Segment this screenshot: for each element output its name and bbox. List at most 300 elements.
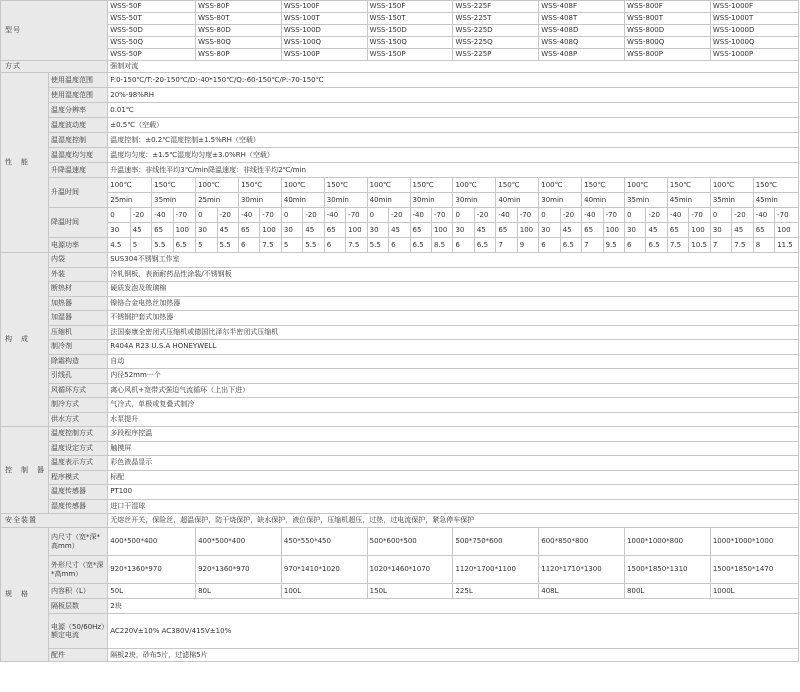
model-name: WSS-150F <box>367 1 453 13</box>
controller-value: 标配 <box>108 470 799 485</box>
heat-time: 35min <box>152 193 196 208</box>
heat-temp: 100℃ <box>367 178 410 193</box>
spec-power-value: AC220V±10% AC380V/415V±10% <box>108 614 799 649</box>
table-row <box>1 178 799 193</box>
heat-time: 40min <box>281 193 324 208</box>
section-safety-label: 安全装置 <box>1 514 108 528</box>
table-row <box>1 599 799 614</box>
construction-label: 风循环方式 <box>49 383 108 398</box>
controller-value: 进口干湿球 <box>108 499 799 514</box>
heat-time: 45min <box>667 193 710 208</box>
table-row <box>1 193 799 208</box>
cool-time: 45 <box>389 223 410 238</box>
heat-temp: 100℃ <box>108 178 152 193</box>
model-name: WSS-225F <box>453 1 539 13</box>
construction-label: 外装 <box>49 267 108 282</box>
cool-temp: -40 <box>324 208 345 223</box>
model-name: WSS-1000Q <box>710 37 798 49</box>
cool-temp: -20 <box>389 208 410 223</box>
table-row <box>1 456 799 471</box>
controller-label: 温度设定方式 <box>49 441 108 456</box>
cool-temp: -40 <box>582 208 603 223</box>
spec-volume-value: 100L <box>281 584 367 599</box>
spec-outer-value: 1120*1710*1300 <box>539 556 625 584</box>
model-name: WSS-50P <box>108 49 196 61</box>
heat-time: 30min <box>539 193 582 208</box>
model-name: WSS-80Q <box>196 37 282 49</box>
power-value: 6 <box>453 238 474 253</box>
construction-label: 引线孔 <box>49 369 108 384</box>
perf-label: 温湿度控制 <box>49 133 108 148</box>
power-value: 6.5 <box>173 238 196 253</box>
table-row <box>1 485 799 500</box>
power-value: 6 <box>625 238 646 253</box>
table-row <box>1 340 799 355</box>
perf-value: ±0.5℃（空载） <box>108 118 799 133</box>
table-row <box>1 470 799 485</box>
perf-value: 温度均匀度：±1.5℃湿度均匀度±3.0%RH（空载） <box>108 148 799 163</box>
power-value: 7 <box>496 238 517 253</box>
spec-inner-value: 1000*1000*1000 <box>710 528 798 556</box>
cool-temp: 0 <box>625 208 646 223</box>
cool-time: 45 <box>560 223 581 238</box>
power-value: 5.5 <box>152 238 173 253</box>
model-name: WSS-408F <box>539 1 625 13</box>
cool-temp: -40 <box>152 208 173 223</box>
safety-value: 无熔丝开关，保险丝，超温保护，防干烧保护，缺水保护，液位保护，压缩机超压，过热，过电流保护，紧急停车保护 <box>108 514 799 528</box>
heat-time: 30min <box>410 193 453 208</box>
table-row <box>1 49 799 61</box>
cool-temp: -70 <box>689 208 710 223</box>
heat-time: 30min <box>324 193 367 208</box>
cool-time: 30 <box>196 223 217 238</box>
controller-label: 湿度传感器 <box>49 499 108 514</box>
cool-time: 65 <box>324 223 345 238</box>
controller-value: PT100 <box>108 485 799 500</box>
heat-temp: 100℃ <box>196 178 239 193</box>
cool-time: 45 <box>130 223 151 238</box>
cool-temp: -20 <box>732 208 753 223</box>
cool-time: 100 <box>603 223 624 238</box>
construction-label: 压缩机 <box>49 325 108 340</box>
heat-time: 25min <box>196 193 239 208</box>
cool-temp: -70 <box>346 208 367 223</box>
perf-value: 0.01℃ <box>108 103 799 118</box>
construction-value: 冷轧钢板，表面耐药品性涂装/不锈钢板 <box>108 267 799 282</box>
table-row <box>1 267 799 282</box>
cool-time: 30 <box>367 223 388 238</box>
cool-temp: -70 <box>431 208 452 223</box>
model-name: WSS-1000D <box>710 25 798 37</box>
construction-label: 加湿器 <box>49 311 108 326</box>
heat-time: 35min <box>710 193 753 208</box>
perf-label: 温度波动度 <box>49 118 108 133</box>
model-name: WSS-100D <box>281 25 367 37</box>
model-name: WSS-1000P <box>710 49 798 61</box>
power-value: 6 <box>324 238 345 253</box>
controller-value: 多段程序控温 <box>108 427 799 442</box>
heat-temp: 100℃ <box>625 178 668 193</box>
table-row <box>1 223 799 238</box>
spec-inner-value: 400*500*400 <box>108 528 196 556</box>
cool-time: 30 <box>539 223 560 238</box>
section-spec-label: 规 格 <box>1 528 49 662</box>
table-row <box>1 649 799 662</box>
spec-power-label: 电源（50/60Hz）额定电流 <box>49 614 108 649</box>
cool-time: 65 <box>582 223 603 238</box>
heat-time: 40min <box>367 193 410 208</box>
spec-outer-value: 1500*1850*1470 <box>710 556 798 584</box>
power-value: 6.5 <box>646 238 667 253</box>
power-value: 6.5 <box>410 238 431 253</box>
power-value: 10.5 <box>689 238 710 253</box>
cool-temp: -70 <box>173 208 196 223</box>
table-row <box>1 528 799 556</box>
construction-value: 自动 <box>108 354 799 369</box>
model-name: WSS-800Q <box>625 37 711 49</box>
heat-label: 升温时间 <box>49 178 108 208</box>
section-performance-label: 性 能 <box>1 73 49 253</box>
table-row <box>1 311 799 326</box>
model-name: WSS-408P <box>539 49 625 61</box>
perf-label: 使用湿度范围 <box>49 88 108 103</box>
cool-temp: -20 <box>560 208 581 223</box>
model-name: WSS-408Q <box>539 37 625 49</box>
spec-inner-value: 600*850*800 <box>539 528 625 556</box>
spec-inner-value: 400*500*400 <box>196 528 282 556</box>
cool-time: 65 <box>410 223 431 238</box>
perf-label: 升降温速度 <box>49 163 108 178</box>
cool-temp: 0 <box>108 208 130 223</box>
model-name: WSS-800T <box>625 13 711 25</box>
heat-temp: 150℃ <box>667 178 710 193</box>
heat-time: 30min <box>453 193 496 208</box>
model-name: WSS-150P <box>367 49 453 61</box>
spec-outer-label: 外形尺寸（宽*深*高mm） <box>49 556 108 584</box>
model-name: WSS-100F <box>281 1 367 13</box>
spec-volume-value: 150L <box>367 584 453 599</box>
cool-time: 65 <box>496 223 517 238</box>
table-row <box>1 383 799 398</box>
power-value: 6 <box>238 238 259 253</box>
heat-time: 40min <box>496 193 539 208</box>
construction-label: 断热材 <box>49 282 108 297</box>
heat-temp: 100℃ <box>539 178 582 193</box>
heat-temp: 150℃ <box>152 178 196 193</box>
heat-temp: 150℃ <box>496 178 539 193</box>
section-controller-label: 控 制 器 <box>1 427 49 514</box>
power-value: 8 <box>753 238 774 253</box>
table-row <box>1 148 799 163</box>
spec-inner-value: 1000*1000*800 <box>625 528 711 556</box>
cool-temp: -20 <box>130 208 151 223</box>
perf-label: 使用温度范围 <box>49 73 108 88</box>
cool-time: 65 <box>753 223 774 238</box>
model-name: WSS-80T <box>196 13 282 25</box>
perf-label: 温湿度均匀度 <box>49 148 108 163</box>
spec-inner-value: 500*750*600 <box>453 528 539 556</box>
cool-time: 100 <box>775 223 799 238</box>
perf-value: 温度控制：±0.2℃湿度控制±1.5%RH（空载） <box>108 133 799 148</box>
cool-time: 30 <box>453 223 474 238</box>
model-name: WSS-80P <box>196 49 282 61</box>
power-value: 6.5 <box>560 238 581 253</box>
construction-value: 内径52mm一个 <box>108 369 799 384</box>
construction-value: 法国泰康全密闭式压缩机或德国比泽尔半密闭式压缩机 <box>108 325 799 340</box>
cool-time: 45 <box>646 223 667 238</box>
power-value: 7.5 <box>260 238 281 253</box>
model-name: WSS-80F <box>196 1 282 13</box>
construction-value: 气冷式，单极或复叠式制冷 <box>108 398 799 413</box>
spec-outer-value: 1120*1700*1100 <box>453 556 539 584</box>
spec-volume-value: 80L <box>196 584 282 599</box>
model-name: WSS-800D <box>625 25 711 37</box>
heat-temp: 150℃ <box>753 178 798 193</box>
model-name: WSS-225T <box>453 13 539 25</box>
table-row <box>1 584 799 599</box>
model-name: WSS-80D <box>196 25 282 37</box>
power-value: 7 <box>710 238 731 253</box>
heat-temp: 100℃ <box>281 178 324 193</box>
heat-temp: 100℃ <box>710 178 753 193</box>
heat-temp: 100℃ <box>453 178 496 193</box>
construction-value: 不锈钢护套式加热器 <box>108 311 799 326</box>
power-value: 6.5 <box>474 238 495 253</box>
construction-value: 镍铬合金电热丝加热器 <box>108 296 799 311</box>
power-value: 4.5 <box>108 238 130 253</box>
perf-value: 20%-98%RH <box>108 88 799 103</box>
table-row <box>1 25 799 37</box>
controller-label: 程序模式 <box>49 470 108 485</box>
heat-temp: 150℃ <box>582 178 625 193</box>
cool-time: 100 <box>689 223 710 238</box>
perf-value: F:0-150℃/T:-20-150℃/D:-40*150℃/Q:-60-150℃/P:-70-150℃ <box>108 73 799 88</box>
spec-outer-value: 970*1410*1020 <box>281 556 367 584</box>
section-method-label: 方式 <box>1 61 108 73</box>
cool-temp: -20 <box>646 208 667 223</box>
construction-label: 加热器 <box>49 296 108 311</box>
cool-time: 30 <box>281 223 302 238</box>
model-name: WSS-150D <box>367 25 453 37</box>
power-value: 11.5 <box>775 238 799 253</box>
power-value: 7.5 <box>732 238 753 253</box>
construction-label: 供水方式 <box>49 412 108 427</box>
table-row <box>1 398 799 413</box>
table-row <box>1 13 799 25</box>
controller-value: 触摸屏 <box>108 441 799 456</box>
controller-label: 温度控制方式 <box>49 427 108 442</box>
spec-inner-value: 500*600*500 <box>367 528 453 556</box>
cool-temp: -40 <box>410 208 431 223</box>
spec-volume-value: 1000L <box>710 584 798 599</box>
table-row <box>1 118 799 133</box>
section-construction-label: 构 成 <box>1 253 49 427</box>
cool-temp: -40 <box>496 208 517 223</box>
model-name: WSS-800F <box>625 1 711 13</box>
cool-temp: -40 <box>667 208 688 223</box>
spec-inner-value: 450*550*450 <box>281 528 367 556</box>
model-name: WSS-225Q <box>453 37 539 49</box>
heat-time: 35min <box>625 193 668 208</box>
model-name: WSS-225D <box>453 25 539 37</box>
cool-temp: 0 <box>281 208 302 223</box>
power-value: 7.5 <box>346 238 367 253</box>
heat-time: 25min <box>108 193 152 208</box>
power-value: 6 <box>389 238 410 253</box>
table-row <box>1 369 799 384</box>
spec-outer-value: 920*1360*970 <box>108 556 196 584</box>
cool-temp: -70 <box>775 208 799 223</box>
table-row <box>1 354 799 369</box>
cool-time: 100 <box>517 223 538 238</box>
cool-temp: -40 <box>238 208 259 223</box>
construction-value: SUS304不锈钢工作室 <box>108 253 799 268</box>
model-name: WSS-50Q <box>108 37 196 49</box>
perf-value: 升温速率：非线性平均3℃/min降温速度：非线性平均2℃/min <box>108 163 799 178</box>
cool-time: 45 <box>474 223 495 238</box>
cool-temp: -70 <box>517 208 538 223</box>
model-name: WSS-800P <box>625 49 711 61</box>
cool-temp: 0 <box>367 208 388 223</box>
table-row <box>1 614 799 649</box>
spec-shelves-label: 隔板层数 <box>49 599 108 614</box>
cool-time: 100 <box>173 223 196 238</box>
table-row <box>1 427 799 442</box>
construction-value: 硬质发泡及玻璃棉 <box>108 282 799 297</box>
spec-accessories-value: 隔板2块，砂布5片，过滤棉5片 <box>108 649 799 662</box>
construction-label: 制冷方式 <box>49 398 108 413</box>
cool-time: 45 <box>732 223 753 238</box>
spec-outer-value: 1500*1850*1310 <box>625 556 711 584</box>
method-value: 强制对流 <box>108 61 799 73</box>
table-row <box>1 103 799 118</box>
table-row <box>1 37 799 49</box>
heat-time: 45min <box>753 193 798 208</box>
spec-volume-value: 50L <box>108 584 196 599</box>
power-value: 5 <box>196 238 217 253</box>
cool-time: 100 <box>431 223 452 238</box>
spec-volume-value: 408L <box>539 584 625 599</box>
perf-label: 温度分辨率 <box>49 103 108 118</box>
model-name: WSS-50T <box>108 13 196 25</box>
power-value: 9 <box>517 238 538 253</box>
spec-accessories-label: 配件 <box>49 649 108 662</box>
model-name: WSS-100T <box>281 13 367 25</box>
controller-label: 温度表示方式 <box>49 456 108 471</box>
table-row <box>1 238 799 253</box>
table-row <box>1 514 799 528</box>
spec-outer-value: 920*1360*970 <box>196 556 282 584</box>
construction-label: 内袋 <box>49 253 108 268</box>
table-row <box>1 253 799 268</box>
heat-temp: 150℃ <box>410 178 453 193</box>
power-value: 5 <box>130 238 151 253</box>
cool-temp: -70 <box>603 208 624 223</box>
cool-time: 45 <box>217 223 238 238</box>
power-value: 8.5 <box>431 238 452 253</box>
power-value: 9.5 <box>603 238 624 253</box>
cool-temp: -70 <box>260 208 281 223</box>
power-value: 5 <box>281 238 302 253</box>
cool-time: 65 <box>152 223 173 238</box>
table-row <box>1 133 799 148</box>
construction-value: R404A R23 U.S.A HONEYWELL <box>108 340 799 355</box>
spec-inner-label: 内尺寸（宽*深*高mm） <box>49 528 108 556</box>
heat-temp: 150℃ <box>324 178 367 193</box>
cool-time: 30 <box>108 223 130 238</box>
table-row <box>1 73 799 88</box>
model-name: WSS-408T <box>539 13 625 25</box>
model-name: WSS-100Q <box>281 37 367 49</box>
power-value: 7 <box>582 238 603 253</box>
cool-temp: -20 <box>303 208 324 223</box>
power-value: 5.5 <box>217 238 238 253</box>
table-row <box>1 163 799 178</box>
table-row <box>1 296 799 311</box>
cool-time: 65 <box>238 223 259 238</box>
heat-time: 30min <box>238 193 281 208</box>
section-model-label: 型号 <box>1 1 108 61</box>
model-name: WSS-408D <box>539 25 625 37</box>
cool-time: 100 <box>346 223 367 238</box>
model-name: WSS-1000F <box>710 1 798 13</box>
cool-temp: 0 <box>539 208 560 223</box>
controller-value: 彩色液晶显示 <box>108 456 799 471</box>
cool-temp: -20 <box>474 208 495 223</box>
cool-temp: 0 <box>710 208 731 223</box>
cool-time: 30 <box>625 223 646 238</box>
construction-label: 制冷剂 <box>49 340 108 355</box>
spec-volume-value: 800L <box>625 584 711 599</box>
cool-time: 30 <box>710 223 731 238</box>
power-value: 7.5 <box>667 238 688 253</box>
model-name: WSS-225P <box>453 49 539 61</box>
table-row <box>1 325 799 340</box>
construction-label: 除霜构造 <box>49 354 108 369</box>
cool-time: 45 <box>303 223 324 238</box>
spec-volume-value: 225L <box>453 584 539 599</box>
model-name: WSS-150T <box>367 13 453 25</box>
table-row <box>1 208 799 223</box>
controller-label: 温度传感器 <box>49 485 108 500</box>
cool-time: 65 <box>667 223 688 238</box>
model-name: WSS-50D <box>108 25 196 37</box>
spec-outer-value: 1020*1460*1070 <box>367 556 453 584</box>
table-row <box>1 499 799 514</box>
cool-time: 100 <box>260 223 281 238</box>
table-row <box>1 1 799 13</box>
model-name: WSS-1000T <box>710 13 798 25</box>
table-row <box>1 441 799 456</box>
model-name: WSS-100P <box>281 49 367 61</box>
power-value: 5.5 <box>367 238 388 253</box>
cool-label: 降温时间 <box>49 208 108 238</box>
table-row <box>1 556 799 584</box>
heat-time: 40min <box>582 193 625 208</box>
heat-temp: 150℃ <box>238 178 281 193</box>
table-row <box>1 412 799 427</box>
power-value: 5.5 <box>303 238 324 253</box>
cool-temp: 0 <box>453 208 474 223</box>
construction-value: 水泵提升 <box>108 412 799 427</box>
table-row <box>1 282 799 297</box>
table-row <box>1 88 799 103</box>
spec-shelves-value: 2块 <box>108 599 799 614</box>
power-value: 6 <box>539 238 560 253</box>
cool-temp: -20 <box>217 208 238 223</box>
cool-temp: -40 <box>753 208 774 223</box>
spec-volume-label: 内容积（L） <box>49 584 108 599</box>
